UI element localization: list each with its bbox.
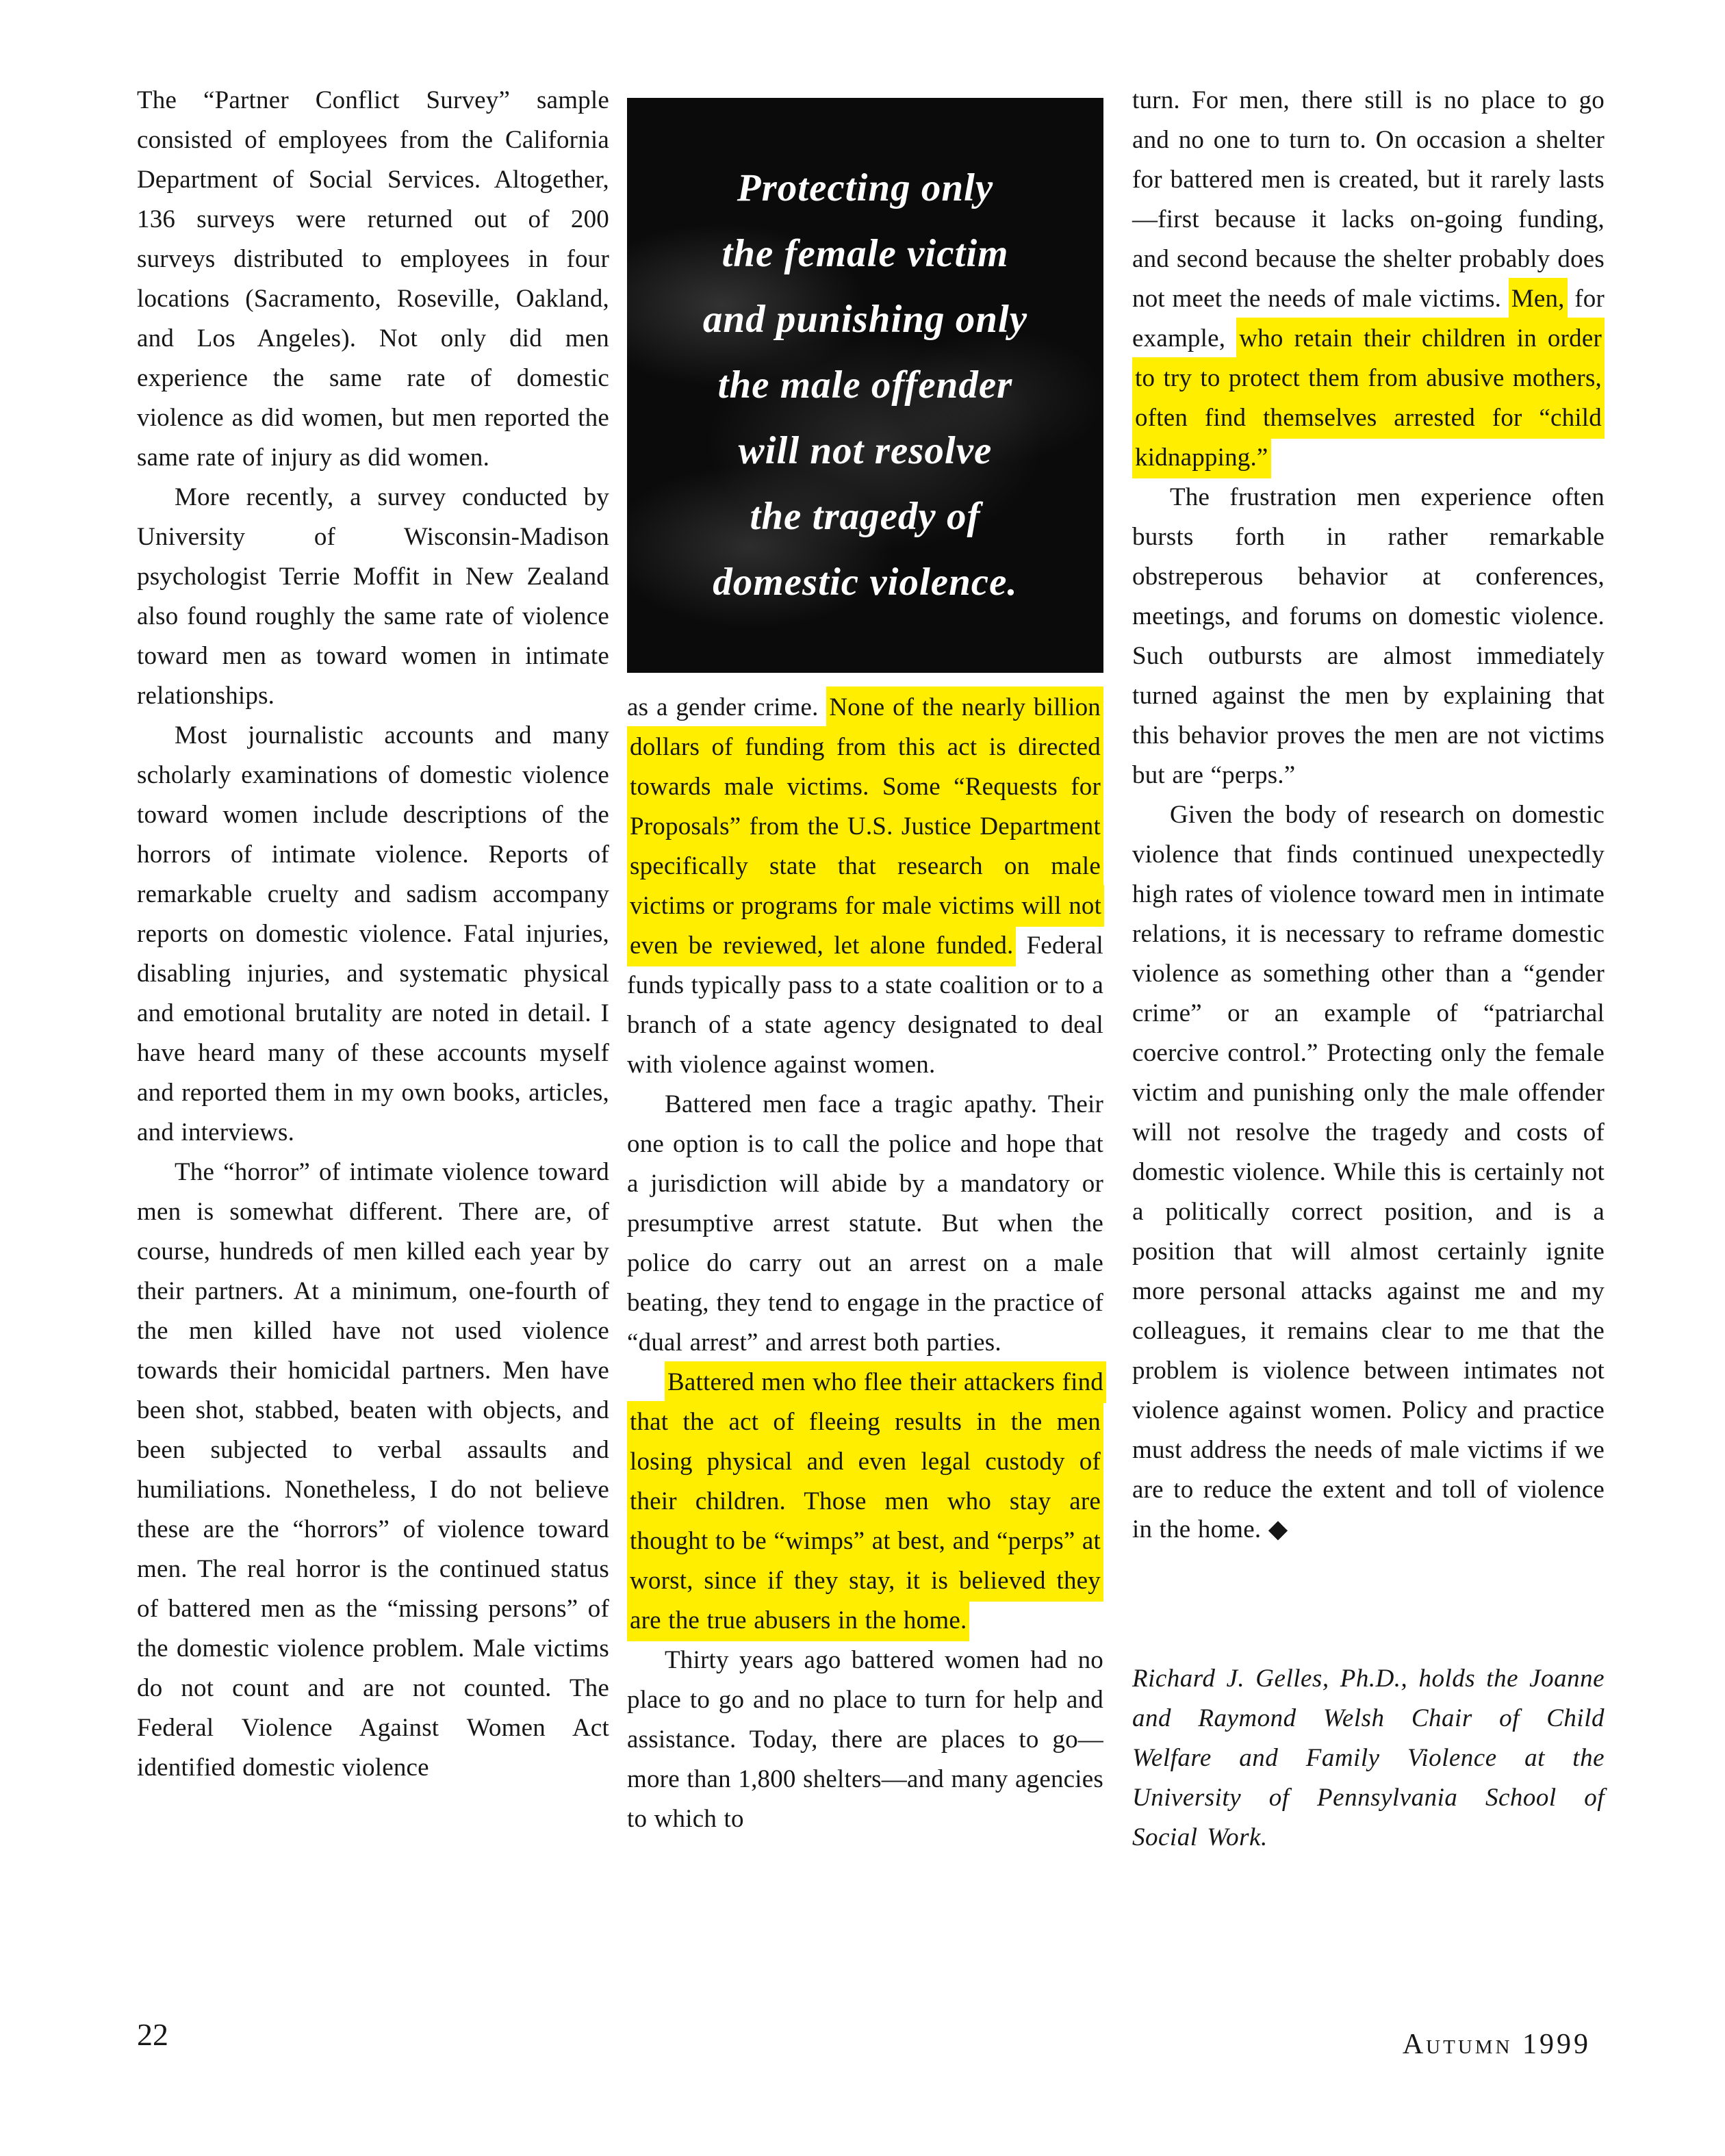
body-paragraph xyxy=(137,478,609,716)
pull-quote-line: will not resolve xyxy=(738,429,993,472)
body-paragraph xyxy=(627,1085,1103,1363)
highlighted-text: who retain their children in order to try to protect them from abusive mothers, often find themselves arrested for “child kidnapping.” xyxy=(1132,318,1605,478)
text-run: Given the body of research on domestic violence that finds continued unexpectedly high rates of violence toward men in intimate relations, it is necessary to reframe domestic violence as something other than a “gender crime” or an example of “patriarchal coercive control.” Protecting only the female victim and punishing only the male offender will not resolve the tragedy and costs of domestic violence. While this is certainly not a politically correct position, and is a position that will almost certainly ignite more personal attacks against me and my colleagues, it remains clear to me that the problem is violence between intimates not violence against women. Policy and practice must address the needs of male victims if we are to reduce the extent and toll of violence in the home. ◆ xyxy=(1132,801,1605,1543)
pull-quote-line: domestic violence. xyxy=(713,561,1018,604)
text-run: as a gender crime. xyxy=(627,693,827,721)
pull-quote-text xyxy=(703,155,1027,615)
pull-quote-line: the female victim xyxy=(721,232,1009,275)
pull-quote-line: the tragedy of xyxy=(750,495,981,538)
body-paragraph xyxy=(627,688,1103,1085)
pull-quote-line: and punishing only xyxy=(702,298,1028,341)
body-paragraph xyxy=(137,81,609,478)
footer-issue: Autumn 1999 xyxy=(1402,2029,1591,2060)
text-run: The “Partner Conflict Survey” sample consisted of employees from the California Department of Social Services. Altogether, 136 surveys were returned out of 200 surveys distributed to employees in four locations (Sacramento, Roseville, Oakland, and Los Angeles). Not only did men experience the same rate of domestic violence as did women, but men reported the same rate of injury as did women. xyxy=(137,86,609,472)
text-run: Battered men face a tragic apathy. Their one option is to call the police and hope that a jurisdiction will abide by a mandatory or presumptive arrest statute. But when the police do carry out an arrest on a male beating, they tend to engage in the practice of “dual arrest” and arrest both parties. xyxy=(627,1090,1103,1357)
text-run: Federal funds typically pass to a state coalition or to a branch of a state agency designated to deal with violence against women. xyxy=(627,932,1103,1079)
text-run: The “horror” of intimate violence toward men is somewhat different. There are, of course, hundreds of men killed each year by their partners. At a minimum, one-fourth of the men killed have not used violence towards their homicidal partners. Men have been shot, stabbed, beaten with objects, and been subjected to verbal assaults and humiliations. Nonetheless, I do not believe these are the “horrors” of violence toward men. The real horror is the continued status of battered men as the “missing persons” of the domestic violence problem. Male victims do not count and are not counted. The Federal Violence Against Women Act identified domestic violence xyxy=(137,1158,609,1782)
body-paragraph xyxy=(1132,478,1605,795)
highlighted-text: None of the nearly billion dollars of funding from this act is directed towards male victims. Some “Requests for Proposals” from the U.S. Justice Department specifically state that research on male victims or programs for male victims will not even be reviewed, let alone funded. xyxy=(627,686,1104,966)
body-paragraph xyxy=(1132,81,1605,478)
text-run: Most journalistic accounts and many scholarly examinations of domestic violence toward women include descriptions of the horrors of intimate violence. Reports of remarkable cruelty and sadism accompany reports on domestic violence. Fatal injuries, disabling injuries, and systematic physical and emotional brutality are noted in detail. I have heard many of these accounts myself and reported them in my own books, articles, and interviews. xyxy=(137,721,609,1146)
body-paragraph xyxy=(627,1641,1103,1839)
author-bio: Richard J. Gelles, Ph.D., holds the Joanne and Raymond Welsh Chair of Child Welfare and Family Violence at the University of Pennsylvania School of Social Work. xyxy=(1132,1665,1605,1851)
page-number: 22 xyxy=(137,2017,168,2052)
text-run: for example, xyxy=(1132,285,1605,352)
column-middle-text xyxy=(627,688,1103,1839)
column-right xyxy=(1132,81,1605,1858)
body-paragraph xyxy=(137,716,609,1153)
pull-quote-line: Protecting only xyxy=(737,166,994,209)
column-left xyxy=(137,81,609,1788)
highlighted-text: Men, xyxy=(1509,278,1568,320)
text-run: The frustration men experience often bursts forth in rather remarkable obstreperous behavior at conferences, meetings, and forums on domestic violence. Such outbursts are almost immediately turned against the men by explaining that this behavior proves the men are not victims but are “perps.” xyxy=(1132,483,1605,789)
column-middle xyxy=(627,81,1103,1839)
pull-quote-line: the male offender xyxy=(717,363,1013,407)
text-run: turn. For men, there still is no place to go and no one to turn to. On occasion a shelter for battered men is created, but it rarely lasts—first because it lacks on-going funding, and second because the shelter probably does not meet the needs of male victims. xyxy=(1132,86,1605,313)
pull-quote-image xyxy=(627,98,1103,673)
highlighted-text: Battered men who flee their attackers find that the act of fleeing results in the men losing physical and even legal custody of their children. Those men who stay are thought to be “wimps” at best, and “perps” at worst, since if they stay, it is believed they are the true abusers in the home. xyxy=(627,1361,1106,1641)
body-paragraph xyxy=(1132,795,1605,1550)
column-right-text xyxy=(1132,81,1605,1550)
text-run: More recently, a survey conducted by University of Wisconsin-Madison psychologist Terrie Moffit in New Zealand also found roughly the same rate of violence toward men as toward women in intimate relationships. xyxy=(137,483,609,710)
text-run: Thirty years ago battered women had no place to go and no place to turn for help and assistance. Today, there are places to go—more than 1,800 shelters—and many agencies to which to xyxy=(627,1646,1103,1833)
body-paragraph xyxy=(627,1363,1103,1641)
body-paragraph xyxy=(137,1153,609,1788)
